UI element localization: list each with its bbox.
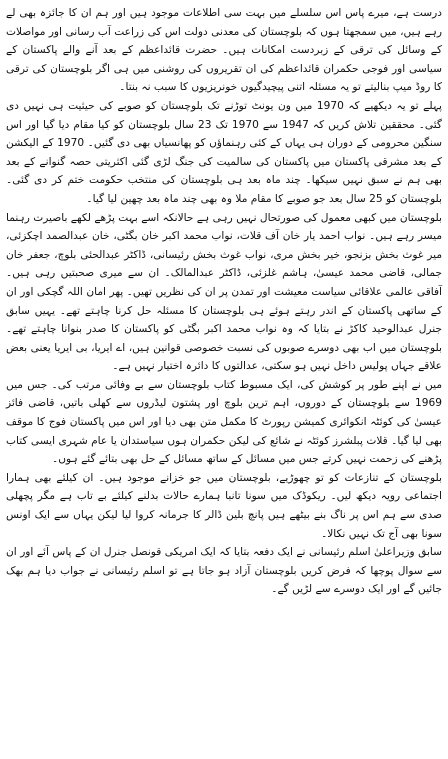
- article-paragraph-1: درست ہے، میرے پاس اس سلسلے میں بہت سی اطلاعات موجود ہیں اور ہم ان کا جائزہ بھی لے رہے ہیں، میں سمجھتا ہوں کہ بلوچستان کی معدنی دولت اس کی زراعت آب رسانی اور مواصلات کے وسائل کی ترقی کے زبردست امکانات ہیں۔ حضرت قائداعظم کے بعد آنے والے پاکستان کے سیاسی اور فوجی حکمران قائداعظم کی ان تقریروں کی روشنی میں ہی اگر بلوچستان کی ترقی کا روڈ میپ بنالیتے تو یہ مسئلہ اتنی پیچیدگیوں خونریزیوں کا سبب نہ بنتا۔: [6, 7, 442, 94]
- article-paragraph-6: سابق وزیراعلیٰ اسلم رئیسانی نے ایک دفعہ بتایا کہ ایک امریکی قونصل جنرل ان کے پاس آئے اور ان سے سوال پوچھا کہ فرض کریں بلوچستان آزاد ہو جاتا ہے تو اسلم رئیسانی نے جواب دیا ہم بھک جائیں گے اور ایک دوسرے سے لڑیں گے۔: [6, 546, 442, 596]
- article-paragraph-2: پہلے تو یہ دیکھیے کہ 1970 میں ون یونٹ توڑنے تک بلوچستان کو صوبے کی حیثیت ہی نہیں دی گئی۔ محققین تلاش کریں کہ 1947 سے 1970 تک 23 سال بلوچستان کو کیا مقام دیا گیا اور اس سنگین محرومی کے دوران ہی یہاں کے کئی رہنماؤں کو پھانسیاں بھی دی گئیں۔ 1970 کے الیکشن کے بعد مشرقی پاکستان میں پاکستان کی سالمیت کی جنگ لڑی گئی اکثریتی حصہ گنوانے کے بعد بھی ہم نے سبق نہیں سیکھا۔ چند ماہ بعد ہی بلوچستان کی منتخب حکومت ختم کر دی گئی۔ بلوچستان کو 25 سال بعد جو صوبے کا مقام ملا وہ بھی چند ماہ بعد چھین لیا گیا۔: [6, 99, 443, 205]
- article-paragraph-3: بلوچستان میں کبھی معمول کی صورتحال نہیں رہی ہے حالانکہ اسے بہت پڑھے لکھے باصیرت رہنما میسر رہے ہیں۔ نواب احمد یار خان آف قلات، نواب محمد اکبر خان بگٹی، خان عبدالصمد اچکزئی، میر غوث بخش بزنجو، خیر بخش مری، نواب غوث بخش رئیسانی، ڈاکٹر عبدالحئی بلوچ، جعفر خان جمالی، قاضی محمد عیسیٰ، ہاشم غلزئی، ڈاکٹر عبدالمالک۔ ان سے میری صحبتیں رہی ہیں۔ آفاقی عالمی علاقائی سیاست معیشت اور تمدن پر ان کی نظریں تھیں۔ پھر امان اللہ گچکی اور ان کے ساتھی پاکستان کے اندر رہتے ہوئے ہی بلوچستان کا مسئلہ حل کرنا چاہتے تھے۔ یہیں سابق جنرل عبدالوحید کاکڑ نے بتایا کہ وہ نواب محمد اکبر بگٹی کو پاکستان کا صدر بنوانا چاہتے تھے۔ بلوچستان میں اب بھی دوسرے صوبوں کی نسبت خصوصی قوانین ہیں، اے ایریا، بی ایریا یعنی بعض علاقے جہاں پولیس داخل نہیں ہو سکتی، عدالتوں کا دائرہ اختیار نہیں ہے۔: [6, 211, 442, 373]
- article-paragraph-5: بلوچستان کے تنازعات کو تو چھوڑیے، بلوچستان میں جو خزانے موجود ہیں۔ ان کیلئے بھی ہمارا اجتماعی رویہ دیکھ لیں۔ ریکوڈک میں سونا تانبا ہمارے حالات بدلنے کیلئے بے تاب ہے مگر پچھلی صدی سے ہم اس پر ناگ بنے بیٹھے ہیں پانچ بلین ڈالر کا جرمانہ کروا لیا لیکن یہاں سے ایک اونس سونا بھی آج تک نہیں نکالا۔: [6, 471, 442, 540]
- article-paragraph-4: میں نے اپنے طور پر کوشش کی، ایک مسبوط کتاب بلوچستان سے بے وفائی مرتب کی۔ جس میں 1969 سے بلوچستان کے دوروں، اہم ترین بلوچ اور پشتون لیڈروں سے کھلی باتیں، قاضی فائز عیسیٰ کی کوئٹہ انکوائری کمیشن رپورٹ کا مکمل متن بھی دیا اور اس میں پاکستان فوج کا موقف بھی لیا گیا۔ قلات پبلشرز کوئٹہ نے شائع کی لیکن حکمران ہوں سیاستدان یا عام شہری ایسی کتاب پڑھنے کی زحمت نہیں کرتے جس میں مسائل کے ساتھ مسائل کے حل بھی بتائے گئے ہوں۔: [6, 378, 442, 466]
